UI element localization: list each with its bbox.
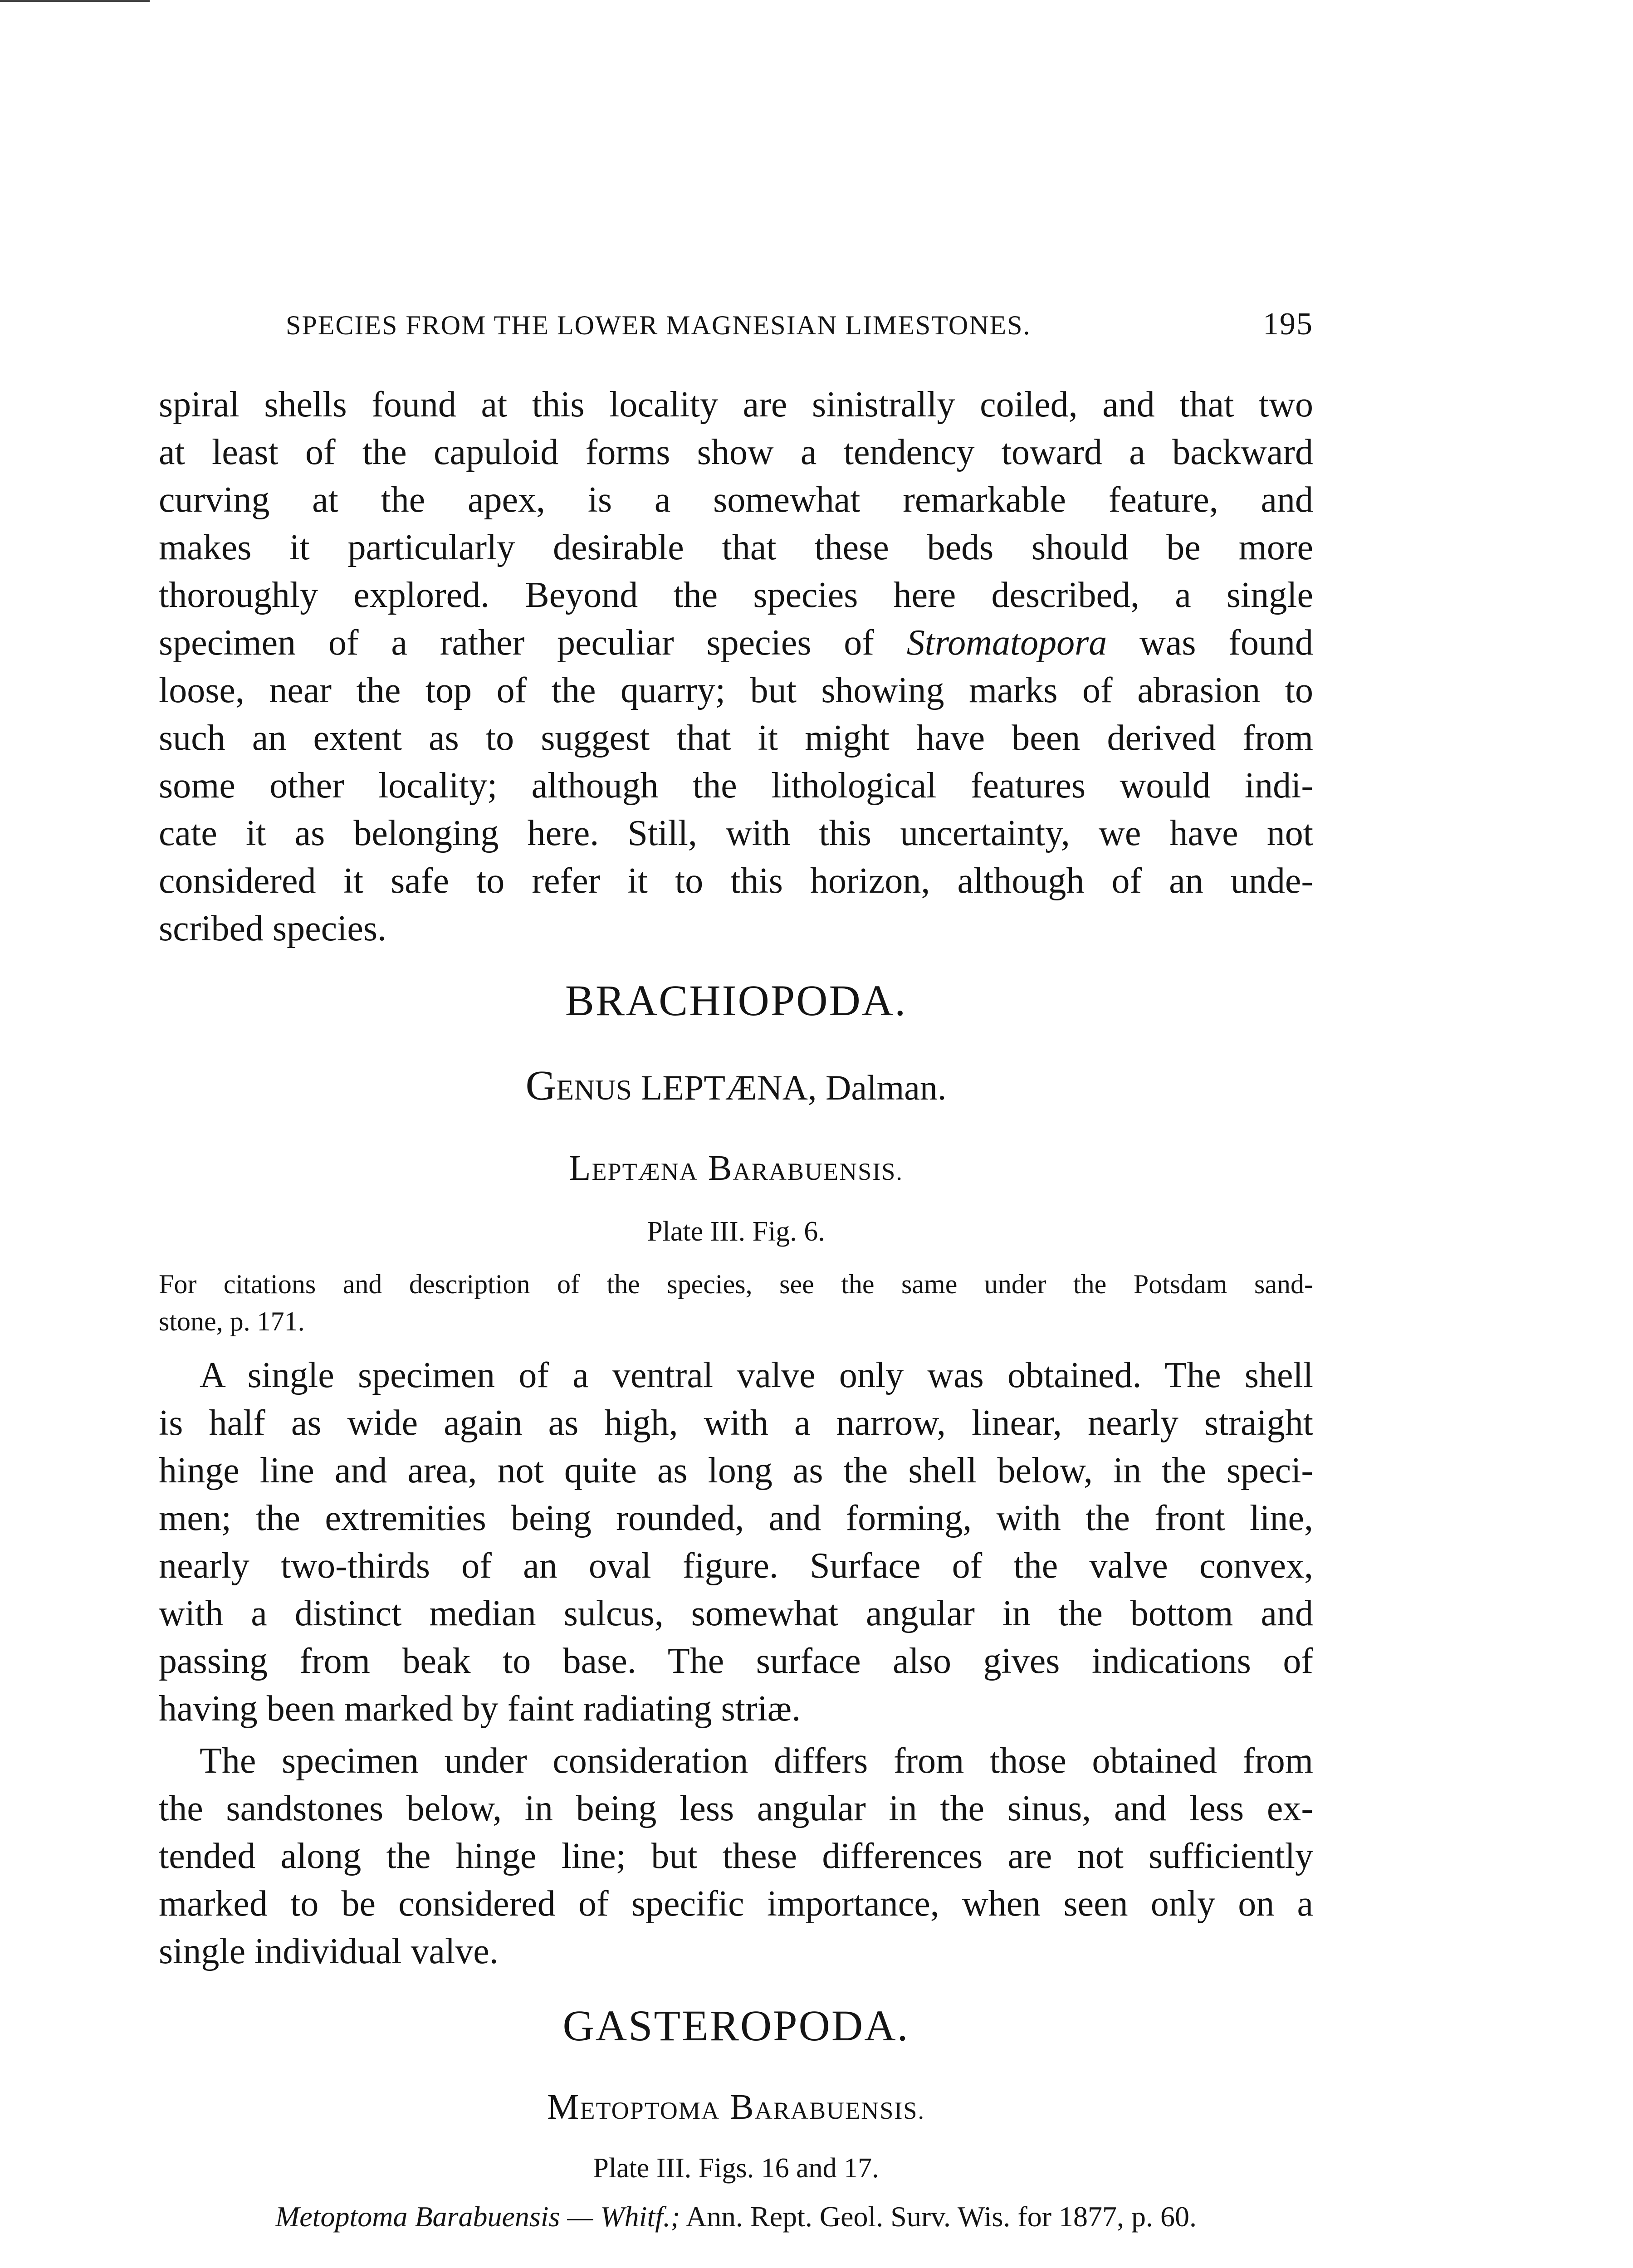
section-heading-brachiopoda: BRACHIOPODA. xyxy=(565,976,907,1025)
text-line: thoroughly explored. Beyond the species here described, a single xyxy=(159,575,1313,615)
species-heading: METOPTOMA BARABUENSIS. xyxy=(547,2087,925,2127)
text-line: tended along the hinge line; but these differences are not sufficiently xyxy=(159,1836,1313,1876)
text-line: The specimen under consideration differs from those obtained from xyxy=(200,1741,1313,1781)
text-line: marked to be considered of specific importance, when seen only on a xyxy=(159,1884,1313,1924)
citation-line: stone, p. 171. xyxy=(159,1306,305,1336)
text-line: at least of the capuloid forms show a tendency toward a backward xyxy=(159,432,1313,472)
text-line: makes it particularly desirable that these beds should be more xyxy=(159,528,1313,567)
plate-reference: Plate III. Figs. 16 and 17. xyxy=(593,2153,879,2184)
species-heading: LEPTÆNA BARABUENSIS. xyxy=(569,1148,903,1188)
text-line: passing from beak to base. The surface also gives indications of xyxy=(159,1641,1313,1681)
text-line: considered it safe to refer it to this horizon, although of an unde- xyxy=(159,861,1313,901)
text-line: such an extent as to suggest that it might have been derived from xyxy=(159,718,1313,758)
text-line: having been marked by faint radiating striæ. xyxy=(159,1689,801,1729)
citation: Metoptoma Barabuensis — Whitf.; Ann. Rept. Geol. Surv. Wis. for 1877, p. 60. xyxy=(275,2200,1197,2233)
text-line: scribed species. xyxy=(159,909,387,948)
genus-name-italic: Stromatopora xyxy=(906,623,1107,663)
citation xyxy=(159,1266,1313,1340)
text-line: men; the extremities being rounded, and forming, with the front line, xyxy=(159,1498,1313,1538)
running-head-title: SPECIES FROM THE LOWER MAGNESIAN LIMESTONES. xyxy=(286,310,1031,340)
running-head xyxy=(286,306,1313,352)
citation-line: For citations and description of the species, see the same under the Potsdam sand- xyxy=(159,1269,1313,1299)
top-edge-rule xyxy=(0,0,150,2)
text-line: spiral shells found at this locality are sinistrally coiled, and that two xyxy=(159,385,1313,425)
genus-heading: GENUS LEPTÆNA, Dalman. xyxy=(525,1062,947,1109)
text-line: specimen of a rather peculiar species of Stromatopora was found xyxy=(159,623,1313,663)
section-heading-gasteropoda: GASTEROPODA. xyxy=(562,2001,909,2050)
text-line: single individual valve. xyxy=(159,1931,499,1971)
text-line: some other locality; although the lithological features would indi- xyxy=(159,766,1313,806)
text-line: with a distinct median sulcus, somewhat angular in the bottom and xyxy=(159,1593,1313,1633)
text-line: A single specimen of a ventral valve only was obtained. The shell xyxy=(200,1355,1313,1395)
text-line: curving at the apex, is a somewhat remarkable feature, and xyxy=(159,480,1313,520)
text-line: loose, near the top of the quarry; but showing marks of abrasion to xyxy=(159,670,1313,710)
description-paragraph-1 xyxy=(159,1352,1313,1733)
intro-paragraph xyxy=(159,381,1313,953)
text-line: is half as wide again as high, with a narrow, linear, nearly straight xyxy=(159,1403,1313,1443)
text-line: the sandstones below, in being less angular in the sinus, and less ex- xyxy=(159,1789,1313,1828)
plate-reference: Plate III. Fig. 6. xyxy=(647,1216,825,1247)
page-number: 195 xyxy=(1263,307,1313,342)
text-line: cate it as belonging here. Still, with this uncertainty, we have not xyxy=(159,813,1313,853)
description-paragraph-2 xyxy=(159,1737,1313,1975)
text-line: hinge line and area, not quite as long as the shell below, in the speci- xyxy=(159,1451,1313,1491)
text-line: nearly two-thirds of an oval figure. Surface of the valve convex, xyxy=(159,1546,1313,1586)
